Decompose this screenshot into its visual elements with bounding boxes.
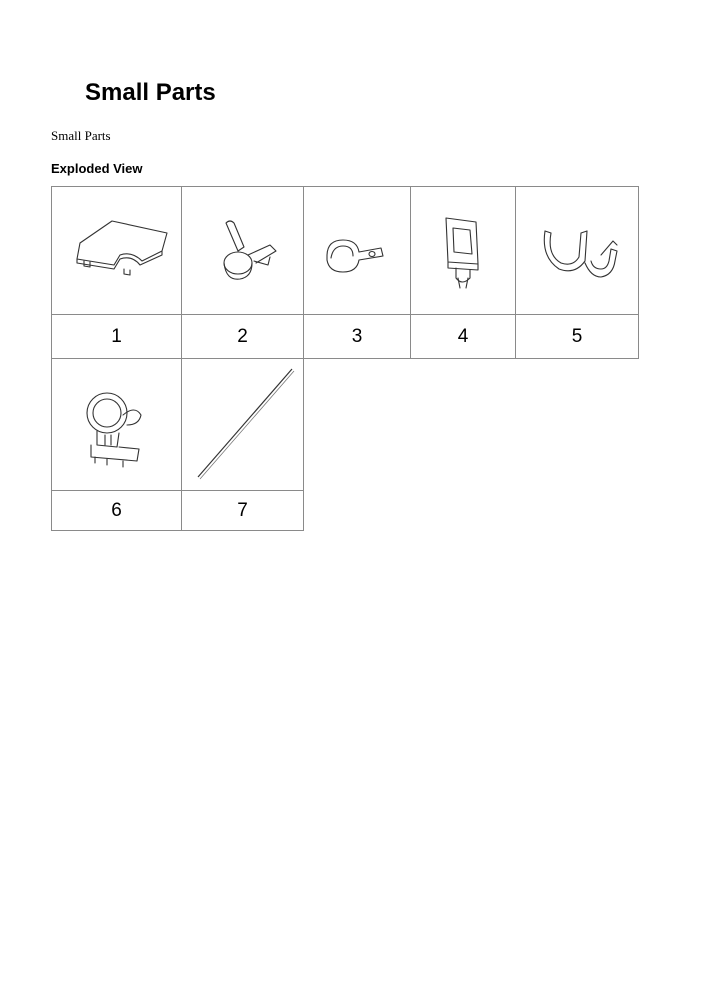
- parts-image-row: [52, 187, 639, 315]
- page-subtitle: Small Parts: [51, 128, 111, 143]
- part-4-image: [411, 187, 516, 315]
- part-1-image: [52, 187, 182, 315]
- wing-clip-icon: [198, 211, 288, 291]
- section-heading: Exploded View: [51, 161, 143, 176]
- parts-table-row-2: [51, 358, 304, 531]
- part-5-number: 5: [516, 315, 639, 359]
- part-4-number: 4: [411, 315, 516, 359]
- part-6-number: 6: [52, 491, 182, 531]
- part-2-image: [182, 187, 304, 315]
- push-rivet-clip-icon: [428, 206, 498, 296]
- part-2-number: 2: [182, 315, 304, 359]
- part-1-number: 1: [52, 315, 182, 359]
- double-pipe-clip-icon: [527, 211, 627, 291]
- p-clamp-icon: [317, 216, 397, 286]
- part-3-number: 3: [304, 315, 411, 359]
- parts-image-row: [52, 359, 304, 491]
- parts-number-row: [52, 491, 304, 531]
- part-6-image: [52, 359, 182, 491]
- part-7-image: [182, 359, 304, 491]
- rod-icon: [188, 365, 298, 485]
- parts-number-row: [52, 315, 639, 359]
- pipe-clamp-with-bracket-icon: [67, 375, 167, 475]
- part-3-image: [304, 187, 411, 315]
- part-7-number: 7: [182, 491, 304, 531]
- part-5-image: [516, 187, 639, 315]
- page-title: Small Parts: [85, 79, 216, 106]
- flat-plate-clip-icon: [62, 211, 172, 291]
- parts-table-row-1: [51, 186, 639, 359]
